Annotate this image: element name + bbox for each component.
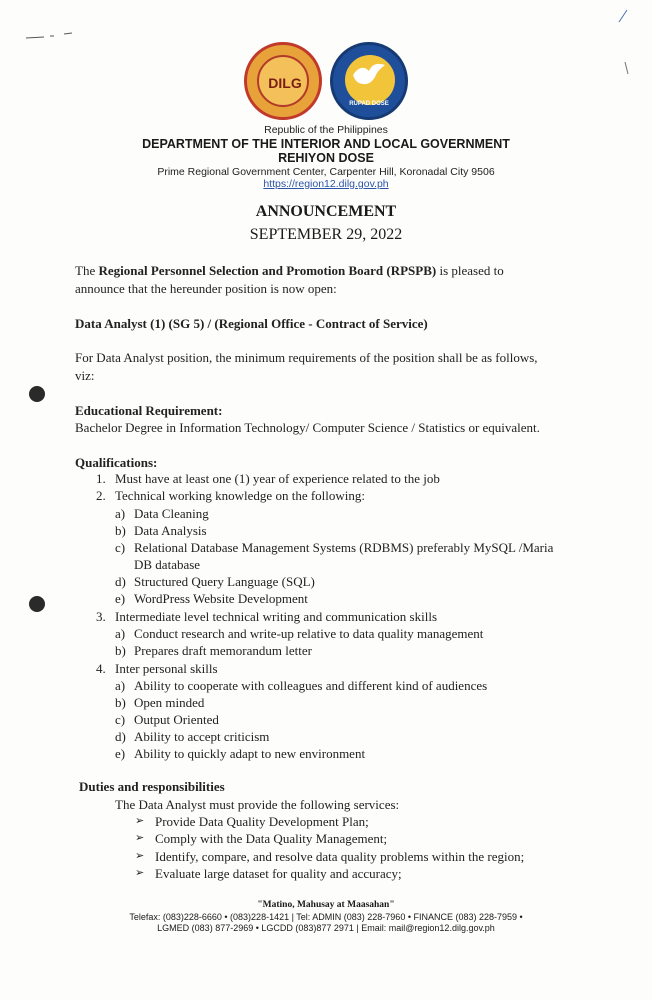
duty-item: Comply with the Data Quality Management; bbox=[155, 831, 388, 846]
duty-item: Identify, compare, and resolve data quality problems within the region; bbox=[155, 849, 525, 864]
qualification-item-number: e) bbox=[115, 746, 126, 761]
dove-icon bbox=[351, 61, 389, 89]
position-title: Data Analyst (1) (SG 5) / (Regional Office - Contract of Service) bbox=[75, 316, 428, 331]
duty-item: Evaluate large dataset for quality and accuracy; bbox=[155, 866, 402, 881]
scan-mark-top-right bbox=[615, 6, 635, 26]
qualification-item-number: c) bbox=[115, 712, 126, 727]
punch-hole-top bbox=[29, 386, 45, 402]
announcement-title: ANNOUNCEMENT bbox=[255, 203, 397, 220]
qualification-item-number: a) bbox=[115, 506, 126, 521]
qualification-item-text: Prepares draft memorandum letter bbox=[134, 643, 312, 658]
min-req-line-2: viz: bbox=[75, 368, 95, 383]
qualification-item-number: a) bbox=[115, 678, 126, 693]
footer-motto: "Matino, Mahusay at Maasahan" bbox=[257, 900, 395, 910]
arrow-bullet-icon: ➢ bbox=[135, 866, 145, 879]
qualification-item-text: Relational Database Management Systems (RDBMS) preferably MySQL /Maria bbox=[134, 540, 554, 555]
scan-mark-right bbox=[622, 60, 632, 80]
qualification-item-number: e) bbox=[115, 591, 126, 606]
qualification-item-number: a) bbox=[115, 626, 126, 641]
qualification-item-number: 1. bbox=[96, 471, 106, 486]
qualification-item-text: Ability to quickly adapt to new environment bbox=[134, 746, 366, 761]
qualification-item-text: Data Cleaning bbox=[134, 506, 209, 521]
duties-heading: Duties and responsibilities bbox=[79, 779, 225, 794]
qualification-item-number: b) bbox=[115, 643, 126, 658]
qualification-item-number: 3. bbox=[96, 609, 106, 624]
arrow-bullet-icon: ➢ bbox=[135, 849, 145, 862]
qualification-item-text: WordPress Website Development bbox=[134, 591, 308, 606]
duty-item: Provide Data Quality Development Plan; bbox=[155, 814, 369, 829]
education-text: Bachelor Degree in Information Technology/ Computer Science / Statistics or equivalent. bbox=[75, 420, 540, 435]
website-link[interactable]: https://region12.dilg.gov.ph bbox=[263, 178, 389, 190]
qualification-item-number: b) bbox=[115, 695, 126, 710]
qualification-item-text: Output Oriented bbox=[134, 712, 219, 727]
qualification-item-text: Ability to accept criticism bbox=[134, 729, 270, 744]
dilg-logo: DILG bbox=[244, 42, 322, 120]
announcement-date: SEPTEMBER 29, 2022 bbox=[249, 226, 403, 243]
qualification-item-number: b) bbox=[115, 523, 126, 538]
republic-line: Republic of the Philippines bbox=[264, 124, 388, 136]
footer-contact-line-1: Telefax: (083)228-6660 • (083)228-1421 | Tel: ADMIN (083) 228-7960 • FINANCE (083) 228-7959 • bbox=[129, 912, 523, 922]
qualification-item-text: Must have at least one (1) year of experience related to the job bbox=[115, 471, 440, 486]
region-name: REHIYON DOSE bbox=[278, 151, 374, 165]
qualification-item-number: d) bbox=[115, 574, 126, 589]
scan-mark-top-left bbox=[24, 30, 74, 40]
arrow-bullet-icon: ➢ bbox=[135, 831, 145, 844]
qualification-item-text: Inter personal skills bbox=[115, 661, 218, 676]
intro-line-1: The Regional Personnel Selection and Promotion Board (RPSPB) is pleased to bbox=[75, 263, 504, 278]
qualification-item-number: c) bbox=[115, 540, 126, 555]
qualification-item-number: 4. bbox=[96, 661, 106, 676]
education-heading: Educational Requirement: bbox=[75, 403, 223, 418]
qualification-item-text: Conduct research and write-up relative to data quality management bbox=[134, 626, 484, 641]
qualification-item-text: Structured Query Language (SQL) bbox=[134, 574, 315, 589]
duties-intro: The Data Analyst must provide the following services: bbox=[115, 797, 400, 812]
qualification-item-text: Open minded bbox=[134, 695, 205, 710]
qualification-item-number: d) bbox=[115, 729, 126, 744]
qualifications-heading: Qualifications: bbox=[75, 455, 158, 470]
arrow-bullet-icon: ➢ bbox=[135, 814, 145, 827]
qualification-item-text: Ability to cooperate with colleagues and different kind of audiences bbox=[134, 678, 488, 693]
qualification-item-number: 2. bbox=[96, 488, 106, 503]
office-address: Prime Regional Government Center, Carpenter Hill, Koronadal City 9506 bbox=[157, 166, 495, 178]
intro-line-2: announce that the hereunder position is now open: bbox=[75, 281, 337, 296]
footer-contact-line-2: LGMED (083) 877-2969 • LGCDD (083)877 2971 | Email: mail@region12.dilg.gov.ph bbox=[157, 923, 495, 933]
department-name: DEPARTMENT OF THE INTERIOR AND LOCAL GOVERNMENT bbox=[142, 137, 510, 151]
qualification-item-text: DB database bbox=[134, 557, 201, 572]
qualification-item-text: Technical working knowledge on the following: bbox=[115, 488, 366, 503]
min-req-line-1: For Data Analyst position, the minimum requirements of the position shall be as follows, bbox=[75, 350, 538, 365]
qualification-item-text: Intermediate level technical writing and communication skills bbox=[115, 609, 438, 624]
punch-hole-bottom bbox=[29, 596, 45, 612]
regional-office-logo: RUPAD DOSE bbox=[330, 42, 408, 120]
qualification-item-text: Data Analysis bbox=[134, 523, 207, 538]
